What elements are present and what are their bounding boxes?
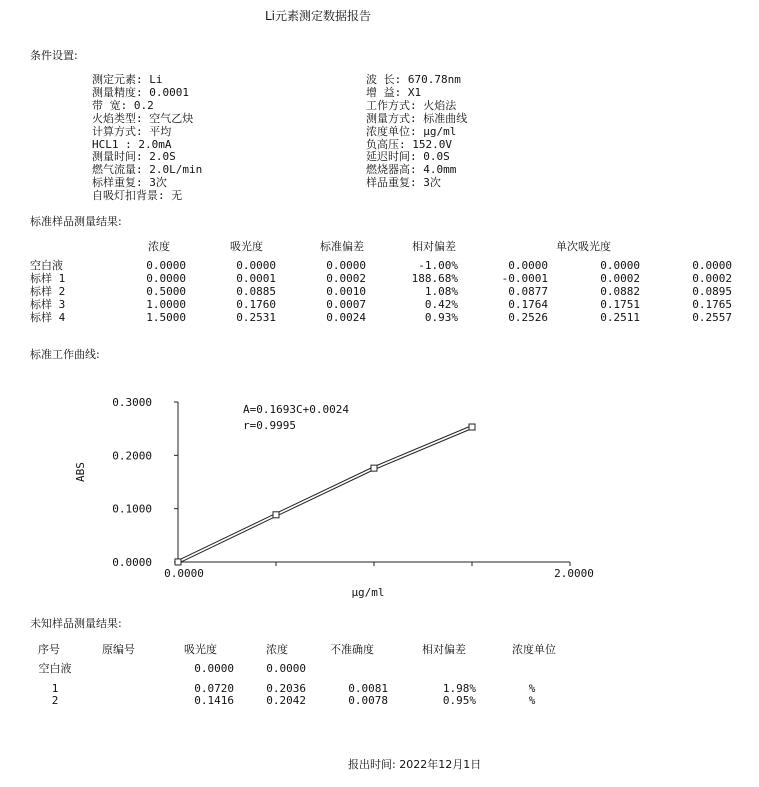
std-cell-rsd: 0.42% [424,298,458,311]
condition-value: 无 [171,189,183,203]
unk-header-idx: 序号 [38,643,60,656]
condition-label: 计算方式 [92,124,136,138]
condition-separator: : [410,163,424,177]
condition-value: 火焰法 [423,98,457,112]
condition-value: 标准曲线 [423,111,468,125]
condition-separator: : [136,150,150,164]
std-cell-s3: 0.0000 [692,259,732,272]
condition-label: 测量时间 [92,150,136,164]
std-cell-s2: 0.0882 [600,285,640,298]
condition-separator: : [120,98,134,112]
condition-separator: : [158,189,172,203]
unk-cell-conc: 0.2036 [266,682,306,695]
y-tick-label: 0.3000 [112,396,152,409]
condition-label: 火焰类型 [92,111,136,125]
conditions-right [366,74,467,190]
std-header-conc: 浓度 [148,240,170,253]
std-header-sd: 标准偏差 [320,240,364,253]
condition-value: 2.0L/min [149,163,203,177]
std-cell-s2: 0.2511 [600,311,640,324]
unk-header-rsd: 相对偏差 [422,643,466,656]
condition-separator: : [136,85,150,99]
condition-value: μg/ml [423,124,457,138]
std-cell-s3: 0.0895 [692,285,732,298]
data-point [175,559,181,565]
condition-item [366,177,467,190]
std-cell-sd: 0.0002 [326,272,366,285]
condition-label: 波 长 [366,73,395,86]
data-point [469,424,475,430]
std-header-single: 单次吸光度 [556,240,611,253]
y-tick-label: 0.1000 [112,502,152,516]
x-tick-label: 0.0000 [164,567,204,580]
condition-label: 延迟时间 [366,150,410,164]
unk-header-orig: 原编号 [102,643,135,656]
condition-separator: : [410,150,424,164]
report-time: 报出时间: 2022年12月1日 [348,758,482,771]
std-cell-s1: -0.0001 [501,272,548,285]
x-tick-label: 2.0000 [554,567,594,580]
condition-label: 浓度单位 [366,124,410,138]
std-cell-conc: 1.5000 [146,311,186,324]
std-cell-rsd: 1.08% [424,285,458,298]
y-axis-label: ABS [74,462,87,482]
unk-cell-unc: 0.0081 [348,682,388,695]
unk-cell-abs: 0.0720 [194,682,234,695]
unk-cell-conc: 0.0000 [266,662,306,675]
std-cell-s1: 0.0000 [508,259,548,272]
unk-cell-idx: 空白液 [38,662,72,675]
data-point [371,465,377,471]
std-cell-name: 标样 3 [30,298,66,311]
curve-heading: 标准工作曲线: [30,348,100,361]
unk-cell-abs: 0.1416 [194,694,234,707]
condition-label: 样品重复 [366,176,410,190]
unk-cell-rsd: 0.95% [442,694,476,707]
condition-label: 燃烧器高 [366,163,410,177]
condition-value: 152.0V [412,137,452,151]
condition-label: 增 益 [366,85,395,99]
std-cell-conc: 0.0000 [146,272,186,285]
condition-separator: : [136,124,150,138]
condition-value: 平均 [149,124,172,138]
std-cell-conc: 0.5000 [146,285,186,298]
std-cell-name: 标样 2 [30,285,66,298]
condition-value: 2.0S [149,150,176,164]
std-cell-abs: 0.0885 [236,285,276,298]
condition-label: HCL1 [92,137,126,151]
std-cell-s2: 0.0002 [600,272,640,285]
std-cell-conc: 0.0000 [146,259,186,272]
std-cell-sd: 0.0010 [326,285,366,298]
std-header-rsd: 相对偏差 [412,240,456,253]
unk-header-abs: 吸光度 [184,643,217,656]
equation-label: A=0.1693C+0.0024 [243,403,349,416]
std-cell-s2: 0.1751 [600,298,640,311]
condition-separator: : [410,176,424,190]
unk-cell-abs: 0.0000 [194,662,234,675]
std-cell-name: 空白液 [30,259,63,272]
std-cell-s1: 0.1764 [508,298,548,311]
std-header-abs: 吸光度 [230,240,263,253]
std-cell-rsd: 188.68% [411,272,458,285]
standards-heading: 标准样品测量结果: [30,215,122,228]
condition-separator: : [136,111,150,125]
unk-cell-rsd: 1.98% [442,682,476,695]
condition-label: 测量方式 [366,111,410,125]
unk-cell-unc: 0.0078 [348,694,388,707]
condition-value: 2.0mA [138,137,172,151]
condition-label: 带 宽 [92,98,121,112]
y-tick-label: 0.2000 [112,449,152,463]
condition-label: 测定元素 [92,73,136,86]
condition-value: Li [149,73,163,86]
condition-value: 3次 [423,176,441,190]
calibration-line-lower [178,429,472,564]
std-cell-sd: 0.0024 [326,311,366,324]
std-cell-abs: 0.0000 [236,259,276,272]
std-cell-s1: 0.2526 [508,311,548,324]
x-axis-label: μg/ml [351,586,385,599]
correlation-label: r=0.9995 [243,419,296,432]
std-cell-name: 标样 4 [30,311,66,324]
condition-separator: : [410,111,424,125]
unk-header-unc: 不准确度 [330,643,374,656]
unk-header-unit: 浓度单位 [512,643,556,656]
condition-separator: : [394,85,408,99]
report-title: Li元素测定数据报告 [265,9,372,23]
condition-separator: : [125,137,139,151]
condition-separator: : [399,137,413,151]
condition-value: X1 [407,85,422,99]
condition-value: 0.0S [423,150,450,164]
condition-item [92,190,202,203]
condition-separator: : [136,73,150,86]
condition-value: 空气乙炔 [149,111,194,125]
std-cell-abs: 0.1760 [236,298,276,311]
condition-separator: : [394,73,408,86]
unk-cell-unit: % [528,682,536,695]
std-cell-s3: 0.2557 [692,311,732,324]
std-cell-s3: 0.0002 [692,272,732,285]
unk-header-conc: 浓度 [266,643,288,656]
unknowns-heading: 未知样品测量结果: [30,617,122,630]
conditions-left [92,74,202,203]
unk-cell-idx: 2 [51,694,59,707]
condition-value: 3次 [149,176,167,190]
condition-value: 670.78nm [407,73,461,86]
std-cell-sd: 0.0000 [326,259,366,272]
unk-cell-conc: 0.2042 [266,694,306,707]
condition-label: 工作方式 [366,98,410,112]
condition-separator: : [410,98,424,112]
condition-value: 4.0mm [423,163,457,177]
condition-value: 0.0001 [149,85,189,99]
std-cell-sd: 0.0007 [326,298,366,311]
calibration-chart [0,380,759,630]
std-cell-name: 标样 1 [30,272,66,285]
condition-label: 测量精度 [92,85,136,99]
condition-value: 0.2 [133,98,154,112]
unk-cell-idx: 1 [51,682,59,695]
std-cell-conc: 1.0000 [146,298,186,311]
condition-separator: : [410,124,424,138]
std-cell-rsd: -1.00% [418,259,458,272]
condition-separator: : [136,176,150,190]
y-tick-label: 0.0000 [112,556,152,569]
std-cell-abs: 0.2531 [236,311,276,324]
data-point [273,512,279,518]
std-cell-abs: 0.0001 [236,272,276,285]
condition-label: 燃气流量 [92,163,136,177]
unk-cell-unit: % [528,694,536,707]
std-cell-rsd: 0.93% [424,311,458,324]
std-cell-s1: 0.0877 [508,285,548,298]
std-cell-s3: 0.1765 [692,298,732,311]
condition-label: 负高压 [366,137,399,151]
condition-separator: : [136,163,150,177]
condition-label: 自吸灯扣背景 [92,189,158,203]
std-cell-s2: 0.0000 [600,259,640,272]
condition-label: 标样重复 [92,176,136,190]
conditions-heading: 条件设置: [30,49,78,62]
